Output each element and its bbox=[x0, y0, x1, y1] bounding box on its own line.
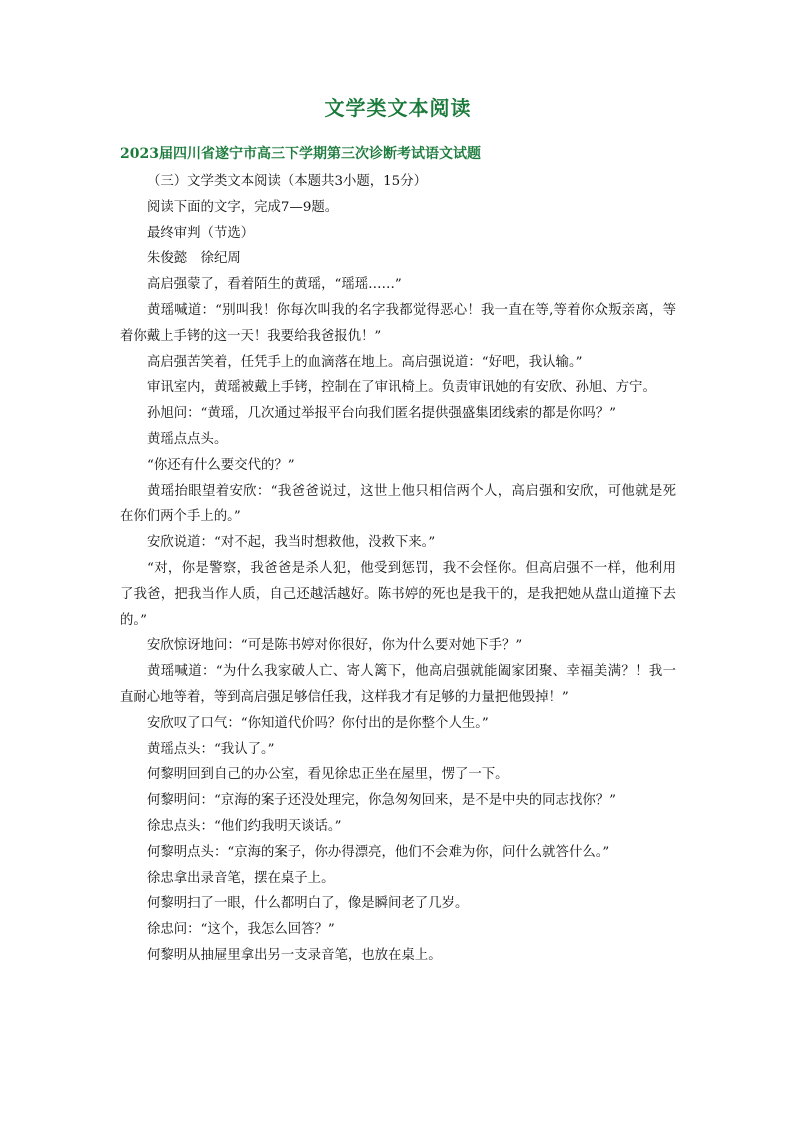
article-body bbox=[120, 169, 676, 969]
paragraph: 安欣惊讶地问：“可是陈书婷对你很好，你为什么要对她下手？” bbox=[147, 638, 523, 654]
paragraph: 何黎明点头：“京海的案子，你办得漂亮，他们不会难为你，问什么就答什么。” bbox=[147, 844, 610, 860]
paragraph: 徐忠问：“这个，我怎么回答？” bbox=[147, 922, 335, 938]
paragraph: “你还有什么要交代的？” bbox=[147, 457, 295, 473]
page-title: 文学类文本阅读 bbox=[324, 96, 472, 120]
paragraph: 黄瑶点点头。 bbox=[147, 431, 228, 447]
paragraph: 何黎明扫了一眼，什么都明白了，像是瞬间老了几岁。 bbox=[147, 896, 469, 912]
paragraph: 高启强蒙了，看着陌生的黄瑶，“瑶瑶……” bbox=[147, 277, 402, 293]
paragraph: 安欣说道：“对不起，我当时想救他，没救下来。” bbox=[147, 535, 436, 551]
paragraph: 何黎明回到自己的办公室，看见徐忠正坐在屋里，愣了一下。 bbox=[147, 767, 509, 783]
paragraph: 黄瑶点头：“我认了。” bbox=[147, 741, 275, 757]
exam-source-title: 2023届四川省遂宁市高三下学期第三次诊断考试语文试题 bbox=[120, 146, 481, 162]
paragraph: 阅读下面的文字，完成7—9题。 bbox=[147, 199, 339, 215]
paragraph: 黄瑶喊道：“为什么我家破人亡、寄人篱下，他高启强就能阖家团聚、幸福美满？！我一直耐心地等着，等到高启强足够信任我，这样我才有足够的力量把他毁掉！” bbox=[120, 664, 676, 705]
paragraph: 安欣叹了口气：“你知道代价吗？你付出的是你整个人生。” bbox=[147, 715, 489, 731]
paragraph: 审讯室内，黄瑶被戴上手铐，控制在了审讯椅上。负责审讯她的有安欣、孙旭、方宁。 bbox=[147, 380, 656, 396]
paragraph: 最终审判（节选） bbox=[147, 225, 255, 241]
paragraph: 黄瑶抬眼望着安欣：“我爸爸说过，这世上他只相信两个人，高启强和安欣，可他就是死在你们两个手上的。” bbox=[120, 483, 676, 525]
document-page bbox=[120, 94, 676, 969]
paragraph: 朱俊懿 徐纪周 bbox=[147, 251, 241, 267]
paragraph: 何黎明问：“京海的案子还没处理完，你急匆匆回来，是不是中央的同志找你？” bbox=[147, 793, 616, 809]
paragraph: 徐忠拿出录音笔，摆在桌子上。 bbox=[147, 870, 335, 886]
paragraph: 黄瑶喊道：“别叫我！你每次叫我的名字我都觉得恶心！我一直在等,等着你众叛亲离，等着你戴上手铐的这一天！我要给我爸报仇！” bbox=[120, 302, 676, 344]
paragraph: 孙旭问：“黄瑶，几次通过举报平台向我们匿名提供强盛集团线索的都是你吗？” bbox=[147, 406, 616, 422]
paragraph: 徐忠点头：“他们约我明天谈话。” bbox=[147, 818, 342, 834]
paragraph: 高启强苦笑着，任凭手上的血滴落在地上。高启强说道：“好吧，我认输。” bbox=[147, 354, 583, 370]
paragraph: 何黎明从抽屉里拿出另一支录音笔，也放在桌上。 bbox=[147, 947, 442, 963]
paragraph: “对，你是警察，我爸爸是杀人犯，他受到惩罚，我不会怪你。但高启强不一样，他利用了我爸，把我当作人质，自己还越活越好。陈书婷的死也是我干的，是我把她从盘山道撞下去的。” bbox=[120, 560, 676, 628]
paragraph: （三）文学类文本阅读（本题共3小题，15分） bbox=[147, 174, 427, 189]
